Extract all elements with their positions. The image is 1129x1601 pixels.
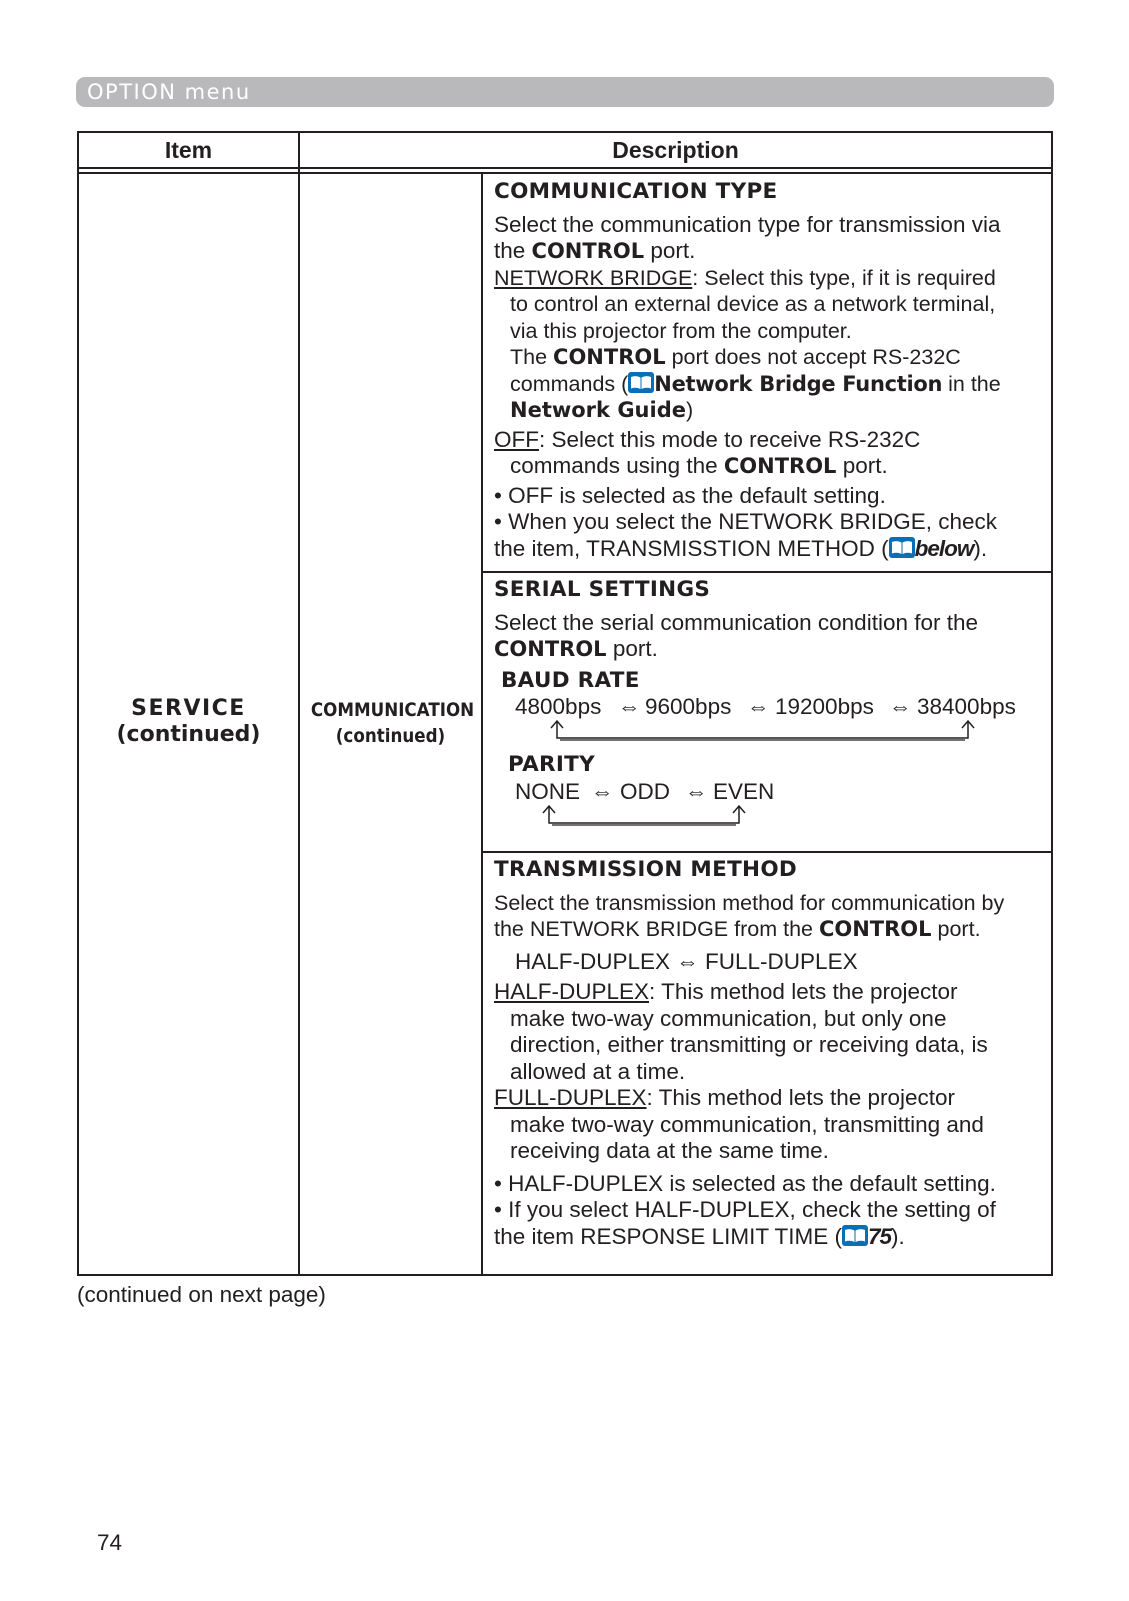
half-duplex-text-3: direction, either transmitting or receiving data, is — [510, 1032, 988, 1057]
transmission-method-title: TRANSMISSION METHOD — [494, 857, 798, 882]
text: in the — [942, 371, 1001, 396]
text: The — [510, 345, 554, 369]
note-default-off: • OFF is selected as the default setting. — [494, 482, 886, 508]
note-response-limit-2 — [494, 1224, 1049, 1251]
book-reference-icon — [628, 372, 654, 393]
book-reference-icon — [889, 537, 915, 558]
full-duplex-text-2: make two-way communication, transmitting and — [510, 1111, 984, 1137]
section-header-bar — [76, 77, 1054, 107]
control-port-keyword: CONTROL — [723, 454, 837, 478]
network-bridge-text-3: via this projector from the computer. — [510, 318, 852, 343]
transmission-notes — [494, 1171, 1049, 1251]
text: port does not accept RS-232C — [665, 345, 961, 369]
text: the NETWORK BRIDGE from the — [494, 917, 819, 941]
baud-option-4800: 4800bps — [515, 694, 602, 719]
communication-type-title: COMMUNICATION TYPE — [494, 179, 778, 204]
note-network-bridge-2 — [494, 536, 1049, 563]
control-port-keyword: CONTROL — [553, 345, 666, 369]
item-service-label: SERVICE — [131, 696, 246, 721]
network-bridge-text-1: : Select this type, if it is required — [692, 265, 996, 290]
transmission-intro-line-1: Select the transmission method for communication by — [494, 890, 1005, 915]
text: commands ( — [510, 371, 629, 396]
text: ). — [891, 1223, 905, 1249]
network-bridge-text-4 — [494, 344, 1049, 371]
col-divider-sub — [481, 172, 483, 1276]
baud-cycle-arrow-icon — [515, 718, 985, 746]
subitem-communication-label: COMMUNICATION — [310, 699, 475, 721]
subitem-communication-continued: (continued) — [335, 725, 446, 747]
intro-text-end: port. — [644, 238, 696, 263]
communication-type-section — [494, 179, 1049, 562]
half-duplex-label: HALF-DUPLEX — [494, 979, 650, 1004]
note-network-bridge-1: • When you select the NETWORK BRIDGE, check — [494, 509, 998, 534]
network-bridge-option — [494, 265, 1049, 424]
row-divider-serial — [481, 571, 1053, 573]
serial-intro-line-1: Select the serial communication condition for the — [494, 609, 979, 635]
header-divider-top — [77, 167, 1053, 169]
item-service-continued: (continued) — [116, 722, 261, 747]
off-option — [494, 427, 1049, 480]
parity-option-odd: ODD — [620, 778, 670, 804]
item-service — [79, 696, 298, 748]
text: the item, TRANSMISSTION METHOD ( — [494, 535, 889, 561]
baud-option-9600: 9600bps — [645, 694, 732, 719]
arrow-symbol: ⇔ — [591, 778, 614, 804]
off-text-1: : Select this mode to receive RS-232C — [539, 426, 921, 452]
row-divider-transmission — [481, 851, 1053, 853]
subitem-communication — [310, 697, 475, 749]
network-bridge-text-5 — [494, 371, 1049, 398]
half-duplex-text-1: : This method lets the projector — [649, 979, 958, 1004]
parity-option-even: EVEN — [713, 778, 775, 804]
arrow-symbol: ⇔ — [685, 778, 708, 804]
off-label: OFF — [494, 426, 539, 452]
intro-text: the — [494, 238, 532, 263]
serial-settings-title: SERIAL SETTINGS — [494, 577, 711, 602]
text: commands using the — [510, 453, 724, 478]
arrow-symbol: ⇔ — [618, 694, 641, 719]
half-duplex-text-2: make two-way communication, but only one — [510, 1005, 947, 1031]
parity-cycle — [515, 779, 1049, 827]
menu-title: OPTION menu — [87, 80, 251, 104]
text: the item RESPONSE LIMIT TIME ( — [494, 1223, 843, 1249]
column-header-item: Item — [164, 137, 213, 163]
continued-note: (continued on next page) — [77, 1282, 326, 1307]
text: ). — [973, 535, 988, 561]
control-port-keyword: CONTROL — [531, 239, 645, 263]
page-number: 74 — [97, 1530, 123, 1555]
full-duplex-label: FULL-DUPLEX — [494, 1085, 647, 1110]
serial-intro-line-2 — [494, 636, 1049, 663]
col-divider-item — [298, 131, 300, 1276]
half-duplex-option — [494, 979, 1049, 1085]
full-duplex-option — [494, 1085, 1049, 1165]
full-duplex-text-3: receiving data at the same time. — [510, 1138, 829, 1163]
note-default-half-duplex: • HALF-DUPLEX is selected as the default setting. — [494, 1170, 996, 1196]
text: port. — [931, 917, 981, 941]
full-duplex-text-1: : This method lets the projector — [646, 1085, 956, 1110]
below-reference-link[interactable]: below — [914, 535, 974, 561]
network-guide-ref[interactable]: Network Guide — [510, 398, 686, 422]
network-bridge-text-2: to control an external device as a network terminal, — [510, 292, 996, 316]
intro-line-1: Select the communication type for transmission via — [494, 211, 1001, 237]
note-response-limit-1: • If you select HALF-DUPLEX, check the setting of — [494, 1197, 996, 1222]
communication-type-intro — [494, 212, 1049, 265]
intro-line-2 — [494, 238, 1049, 265]
transmission-intro-line-2 — [494, 916, 1049, 943]
control-port-keyword: CONTROL — [494, 637, 607, 661]
arrow-symbol: ⇔ — [747, 694, 770, 719]
network-bridge-function-ref[interactable]: Network Bridge Function — [654, 371, 943, 396]
text: port. — [606, 636, 658, 661]
network-bridge-text-6 — [494, 397, 1049, 424]
control-port-keyword: CONTROL — [818, 917, 932, 941]
off-text-2 — [494, 453, 1049, 480]
baud-rate-cycle — [515, 694, 1049, 746]
column-header-description: Description — [612, 137, 739, 163]
baud-option-19200: 19200bps — [775, 694, 874, 719]
book-reference-icon — [842, 1225, 868, 1246]
text: ) — [685, 398, 694, 422]
parity-title: PARITY — [508, 752, 596, 777]
communication-type-notes — [494, 483, 1049, 563]
transmission-options: HALF-DUPLEX ⇔ FULL-DUPLEX — [515, 948, 858, 974]
text: port. — [836, 453, 888, 478]
transmission-method-section — [494, 857, 1049, 1250]
header-divider-bottom — [77, 172, 1053, 174]
parity-cycle-arrow-icon — [515, 803, 755, 831]
half-duplex-text-4: allowed at a time. — [510, 1058, 686, 1084]
serial-settings-section — [494, 577, 1049, 827]
baud-option-38400: 38400bps — [917, 694, 1016, 719]
arrow-symbol: ⇔ — [889, 694, 912, 719]
baud-rate-title: BAUD RATE — [501, 667, 640, 693]
network-bridge-label: NETWORK BRIDGE — [494, 265, 693, 290]
page-75-reference-link[interactable]: 75 — [868, 1223, 892, 1249]
parity-option-none: NONE — [515, 778, 581, 804]
